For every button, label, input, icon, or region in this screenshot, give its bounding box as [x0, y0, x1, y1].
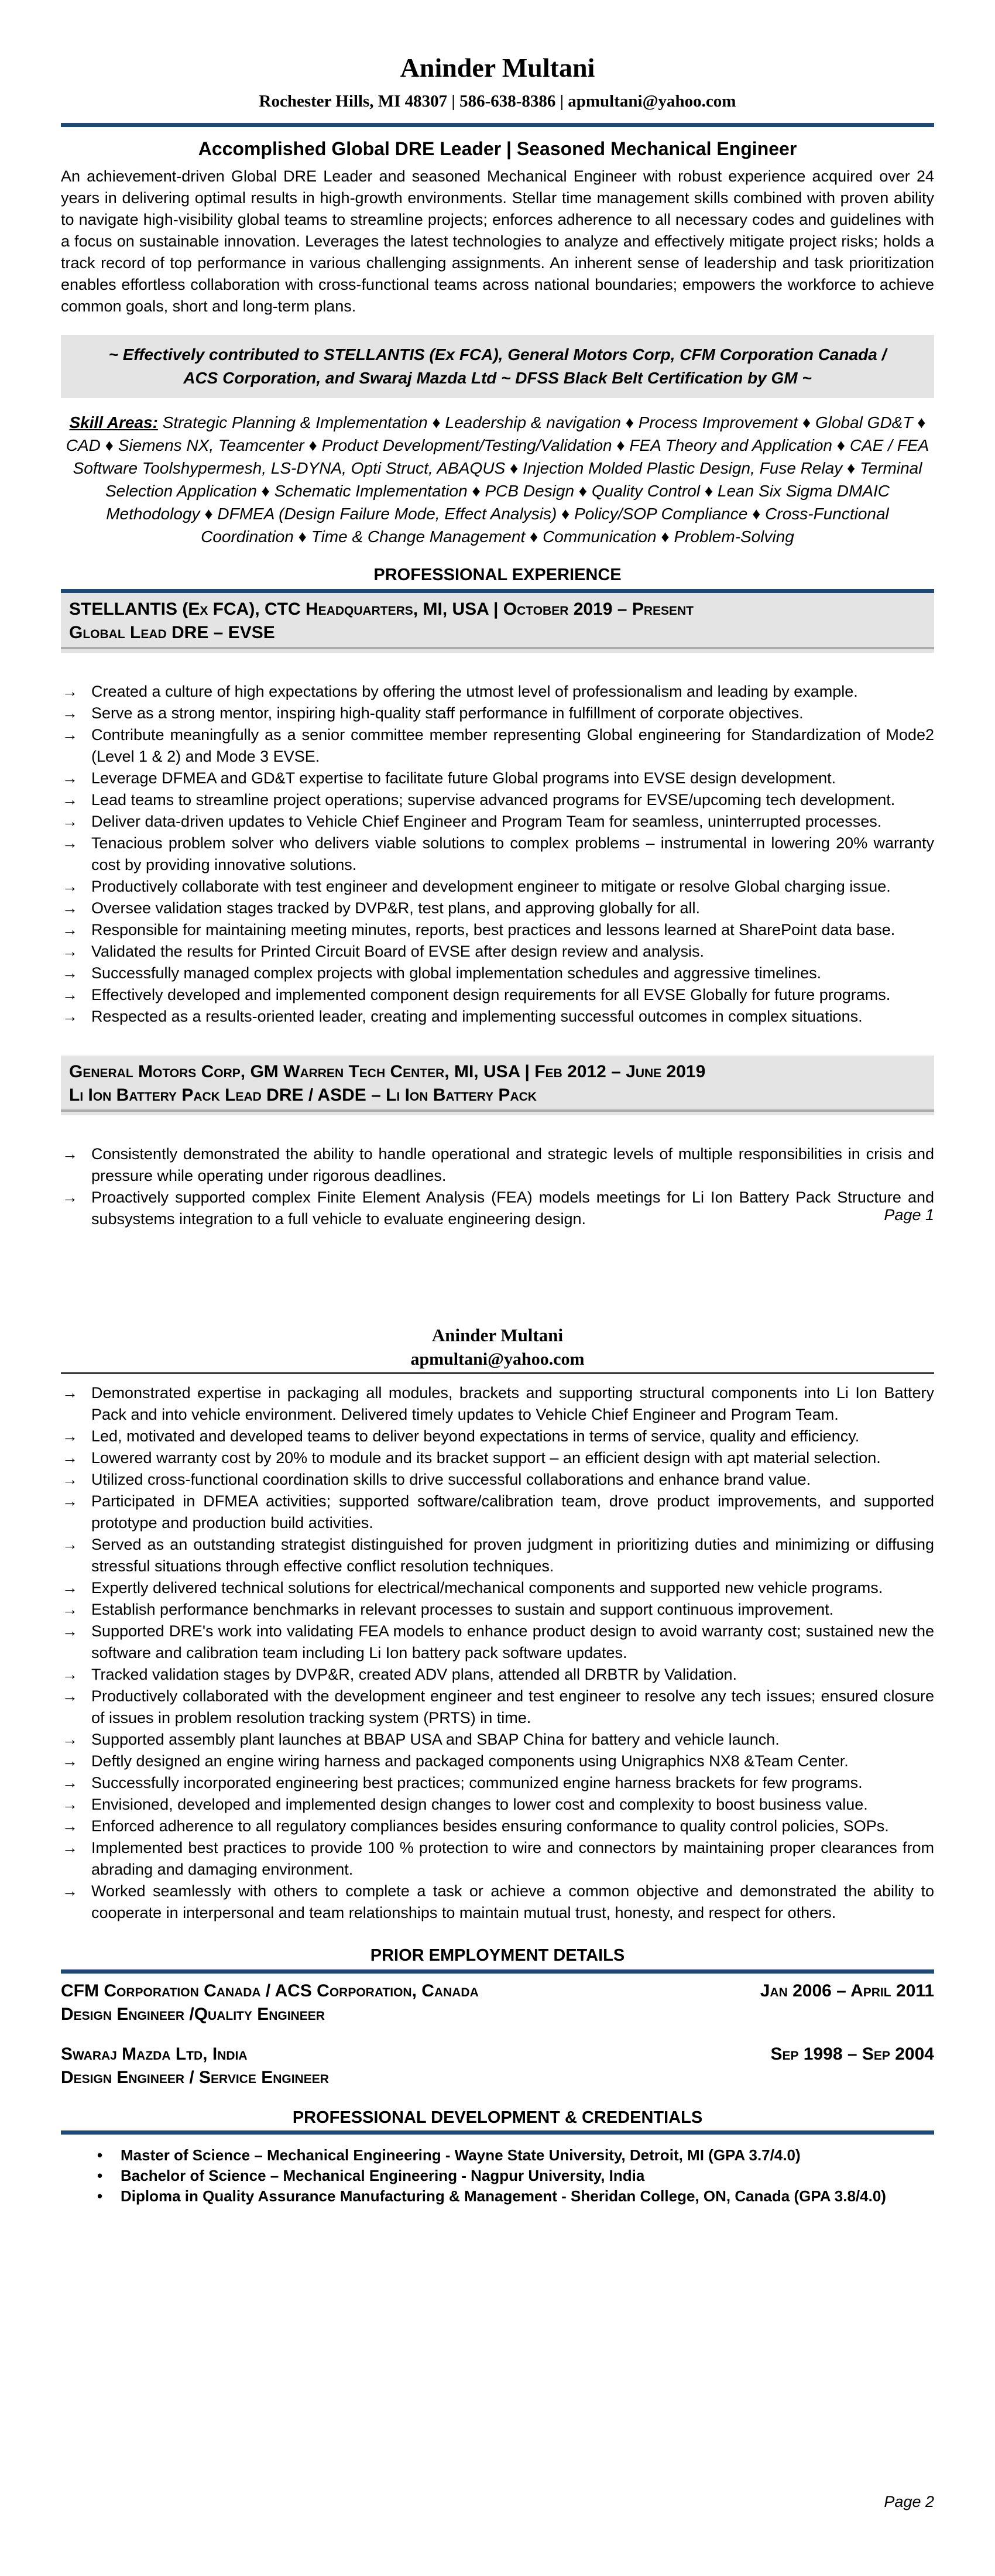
section-heading-professional-experience: PROFESSIONAL EXPERIENCE	[373, 566, 622, 584]
page-2-header-name: Aninder Multani	[431, 1325, 564, 1345]
bullet-item: → Contribute meaningfully as a senior committee member representing Global engineering for Standardization of Mode2 (Level 1 & 2) and Mode 3 EVSE.	[61, 724, 934, 768]
bullet-item: → Implemented best practices to provide 100 % protection to wire and connectors by maintaining proper clearances from abrading and damaging environment.	[61, 1837, 934, 1880]
bullet-item: → Participated in DFMEA activities; supported software/calibration team, drove product improvements, and supported prototype and production build activities.	[61, 1491, 934, 1534]
skills-text: Strategic Planning & Implementation ♦ Leadership & navigation ♦ Process Improvement ♦ Global GD&T ♦ CAD ♦ Siemens NX, Teamcenter ♦ Product Development/Testing/Validation ♦ FEA Theory and Application ♦ CAE / FEA Software Toolshypermesh, LS-DYNA, Opti Struct, ABAQUS ♦ Injection Molded Plastic Design, Fuse Relay ♦ Terminal Selection Application ♦ Schematic Implementation ♦ PCB Design ♦ Quality Control ♦ Lean Six Sigma DMAIC Methodology ♦ DFMEA (Design Failure Mode, Effect Analysis) ♦ Policy/SOP Compliance ♦ Cross-Functional Coordination ♦ Time & Change Management ♦ Communication ♦ Problem-Solving	[66, 413, 929, 546]
bullet-item: → Created a culture of high expectations by offering the utmost level of professionalism and leading by example.	[61, 681, 934, 703]
bullet-item: → Tracked validation stages by DVP&R, created ADV plans, attended all DRBTR by Validation.	[61, 1664, 934, 1686]
page-2	[0, 1288, 995, 2576]
page-1-marker: Page 1	[884, 1206, 934, 1224]
bullet-item: → Envisioned, developed and implemented design changes to lower cost and complexity to boost business value.	[61, 1794, 934, 1815]
bullet-item: → Supported DRE's work into validating FEA models to enhance product design to avoid warranty cost; sustained new the software and calibration team including Li Ion battery pack software updates.	[61, 1621, 934, 1664]
bullet-item: → Utilized cross-functional coordination skills to drive successful collaborations and enhance brand value.	[61, 1469, 934, 1491]
section-heading-prior-employment: PRIOR EMPLOYMENT DETAILS	[370, 1946, 625, 1965]
bullet-item: → Productively collaborated with the development engineer and test engineer to resolve any tech issues; ensured closure of issues in problem resolution tracking system (PRTS) in time.	[61, 1686, 934, 1729]
prior-company: Swaraj Mazda Ltd, India	[61, 2044, 248, 2064]
candidate-name: Aninder Multani	[400, 53, 595, 83]
bullet-item: → Deliver data-driven updates to Vehicle Chief Engineer and Program Team for seamless, uninterrupted processes.	[61, 811, 934, 833]
bullet-item: → Proactively supported complex Finite Element Analysis (FEA) models meetings for Li Ion Battery Pack Structure and subsystems integration to a full vehicle to evaluate engineering design.	[61, 1187, 934, 1230]
page-2-marker: Page 2	[884, 2493, 934, 2510]
bullet-item: → Lead teams to streamline project operations; supervise advanced programs for EVSE/upcoming tech development.	[61, 789, 934, 811]
job-company-line: General Motors Corp, GM Warren Tech Center, MI, USA | Feb 2012 – June 2019	[69, 1062, 706, 1081]
skills-paragraph	[61, 411, 934, 548]
prior-dates: Jan 2006 – April 2011	[760, 1981, 934, 2000]
bullet-item: → Lowered warranty cost by 20% to module and its bracket support – an efficient design with apt material selection.	[61, 1447, 934, 1469]
prior-company: CFM Corporation Canada / ACS Corporation, Canada	[61, 1981, 479, 2000]
prior-title: Design Engineer / Service Engineer	[61, 2068, 329, 2087]
education-item: • Bachelor of Science – Mechanical Engineering - Nagpur University, India	[95, 2166, 934, 2186]
bullet-item: → Deftly designed an engine wiring harness and packaged components using Unigraphics NX8 &Team Center.	[61, 1751, 934, 1772]
education-item: • Master of Science – Mechanical Engineering - Wayne State University, Detroit, MI (GPA 3.7/4.0)	[95, 2145, 934, 2166]
job-title-line: Li Ion Battery Pack Lead DRE / ASDE – Li Ion Battery Pack	[69, 1085, 537, 1105]
bullet-item: → Expertly delivered technical solutions for electrical/mechanical components and supported new vehicle programs.	[61, 1577, 934, 1599]
job-title-line: Global Lead DRE – EVSE	[69, 623, 275, 642]
bullet-item: → Effectively developed and implemented component design requirements for all EVSE Globally for future programs.	[61, 984, 934, 1006]
education-list	[95, 2145, 934, 2207]
summary-paragraph: An achievement-driven Global DRE Leader and seasoned Mechanical Engineer with robust experience acquired over 24 years in delivering optimal results in high-growth environments. Stellar time management skills combined with proven ability to navigate high-visibility global teams to streamline projects; enforces adherence to all necessary codes and guidelines with a focus on sustainable innovation. Leverages the latest technologies to analyze and effectively mitigate project risks; holds a track record of top performance in various challenging assignments. An inherent sense of leadership and task prioritization enables effortless collaboration with cross-functional teams across national boundaries; empowers the workforce to achieve common goals, short and long-term plans.	[61, 167, 934, 315]
bullet-item: → Worked seamlessly with others to complete a task or achieve a common objective and demonstrated the ability to cooperate in interpersonal and team relationships to maintain mutual trust, honesty, and respect for others.	[61, 1880, 934, 1924]
job-bullet-list-stellantis	[61, 681, 934, 1027]
bullet-item: → Successfully incorporated engineering best practices; communized engine harness brackets for few programs.	[61, 1772, 934, 1794]
job-company-line: STELLANTIS (Ex FCA), CTC Headquarters, MI, USA | October 2019 – Present	[69, 600, 694, 619]
bullet-item: → Led, motivated and developed teams to deliver beyond expectations in terms of service, quality and efficiency.	[61, 1426, 934, 1447]
bullet-item: → Served as an outstanding strategist distinguished for proven judgment in prioritizing duties and minimizing or diffusing stressful situations through effective conflict resolution techniques.	[61, 1534, 934, 1577]
job-header-stellantis	[61, 593, 934, 653]
bullet-item: → Responsible for maintaining meeting minutes, reports, best practices and lessons learned at SharePoint data base.	[61, 919, 934, 941]
bullet-item: → Validated the results for Printed Circuit Board of EVSE after design review and analysis.	[61, 941, 934, 962]
credentials-divider-rule	[61, 2130, 934, 2135]
bullet-item: → Productively collaborate with test engineer and development engineer to mitigate or resolve Global charging issue.	[61, 876, 934, 898]
bullet-item: → Supported assembly plant launches at BBAP USA and SBAP China for battery and vehicle launch.	[61, 1729, 934, 1751]
experience-divider-rule	[61, 589, 934, 593]
education-item: • Diploma in Quality Assurance Manufacturing & Management - Sheridan College, ON, Canada (GPA 3.8/4.0)	[95, 2186, 934, 2207]
prior-job-row-swaraj-mazda	[61, 2043, 934, 2089]
bullet-item: → Tenacious problem solver who delivers viable solutions to complex problems – instrumental in lowering 20% warranty cost by providing innovative solutions.	[61, 833, 934, 876]
prior-employment-divider-rule	[61, 1969, 934, 1974]
header-divider-rule	[61, 123, 934, 127]
bullet-item: → Oversee validation stages tracked by DVP&R, test plans, and approving globally for all.	[61, 898, 934, 919]
highlight-banner: ~ Effectively contributed to STELLANTIS (Ex FCA), General Motors Corp, CFM Corporation Canada / ACS Corporation, and Swaraj Mazda Ltd ~ DFSS Black Belt Certification by GM ~	[61, 335, 934, 398]
bullet-item: → Serve as a strong mentor, inspiring high-quality staff performance in fulfillment of corporate objectives.	[61, 703, 934, 724]
bullet-item: → Leverage DFMEA and GD&T expertise to facilitate future Global programs into EVSE design development.	[61, 768, 934, 789]
bullet-item: → Demonstrated expertise in packaging all modules, brackets and supporting structural components into Li Ion Battery Pack and into vehicle environment. Delivered timely updates to Vehicle Chief Engineer and Program Team.	[61, 1382, 934, 1426]
bullet-item: → Respected as a results-oriented leader, creating and implementing successful outcomes in complex situations.	[61, 1006, 934, 1027]
prior-job-row-cfm	[61, 1979, 934, 2026]
bullet-item: → Enforced adherence to all regulatory compliances besides ensuring conformance to quality control policies, SOPs.	[61, 1815, 934, 1837]
page-2-header-email: apmultani@yahoo.com	[410, 1349, 585, 1369]
page-2-header-rule	[61, 1372, 934, 1374]
section-heading-credentials: PROFESSIONAL DEVELOPMENT & CREDENTIALS	[292, 2108, 703, 2127]
job-bullet-list-general-motors	[61, 1143, 934, 1230]
bullet-item: → Successfully managed complex projects with global implementation schedules and aggressive timelines.	[61, 962, 934, 984]
headline: Accomplished Global DRE Leader | Seasoned Mechanical Engineer	[198, 138, 797, 159]
contact-line: Rochester Hills, MI 48307 | 586-638-8386 | apmultani@yahoo.com	[259, 92, 736, 111]
job-header-general-motors	[61, 1056, 934, 1115]
job-bullet-list-general-motors-continued	[61, 1382, 934, 1924]
skills-label: Skill Areas:	[69, 413, 158, 431]
prior-title: Design Engineer /Quality Engineer	[61, 2005, 325, 2024]
prior-dates: Sep 1998 – Sep 2004	[770, 2044, 934, 2064]
bullet-item: → Establish performance benchmarks in relevant processes to sustain and support continuous improvement.	[61, 1599, 934, 1621]
bullet-item: → Consistently demonstrated the ability to handle operational and strategic levels of multiple responsibilities in crisis and pressure while operating under rigorous deadlines.	[61, 1143, 934, 1187]
